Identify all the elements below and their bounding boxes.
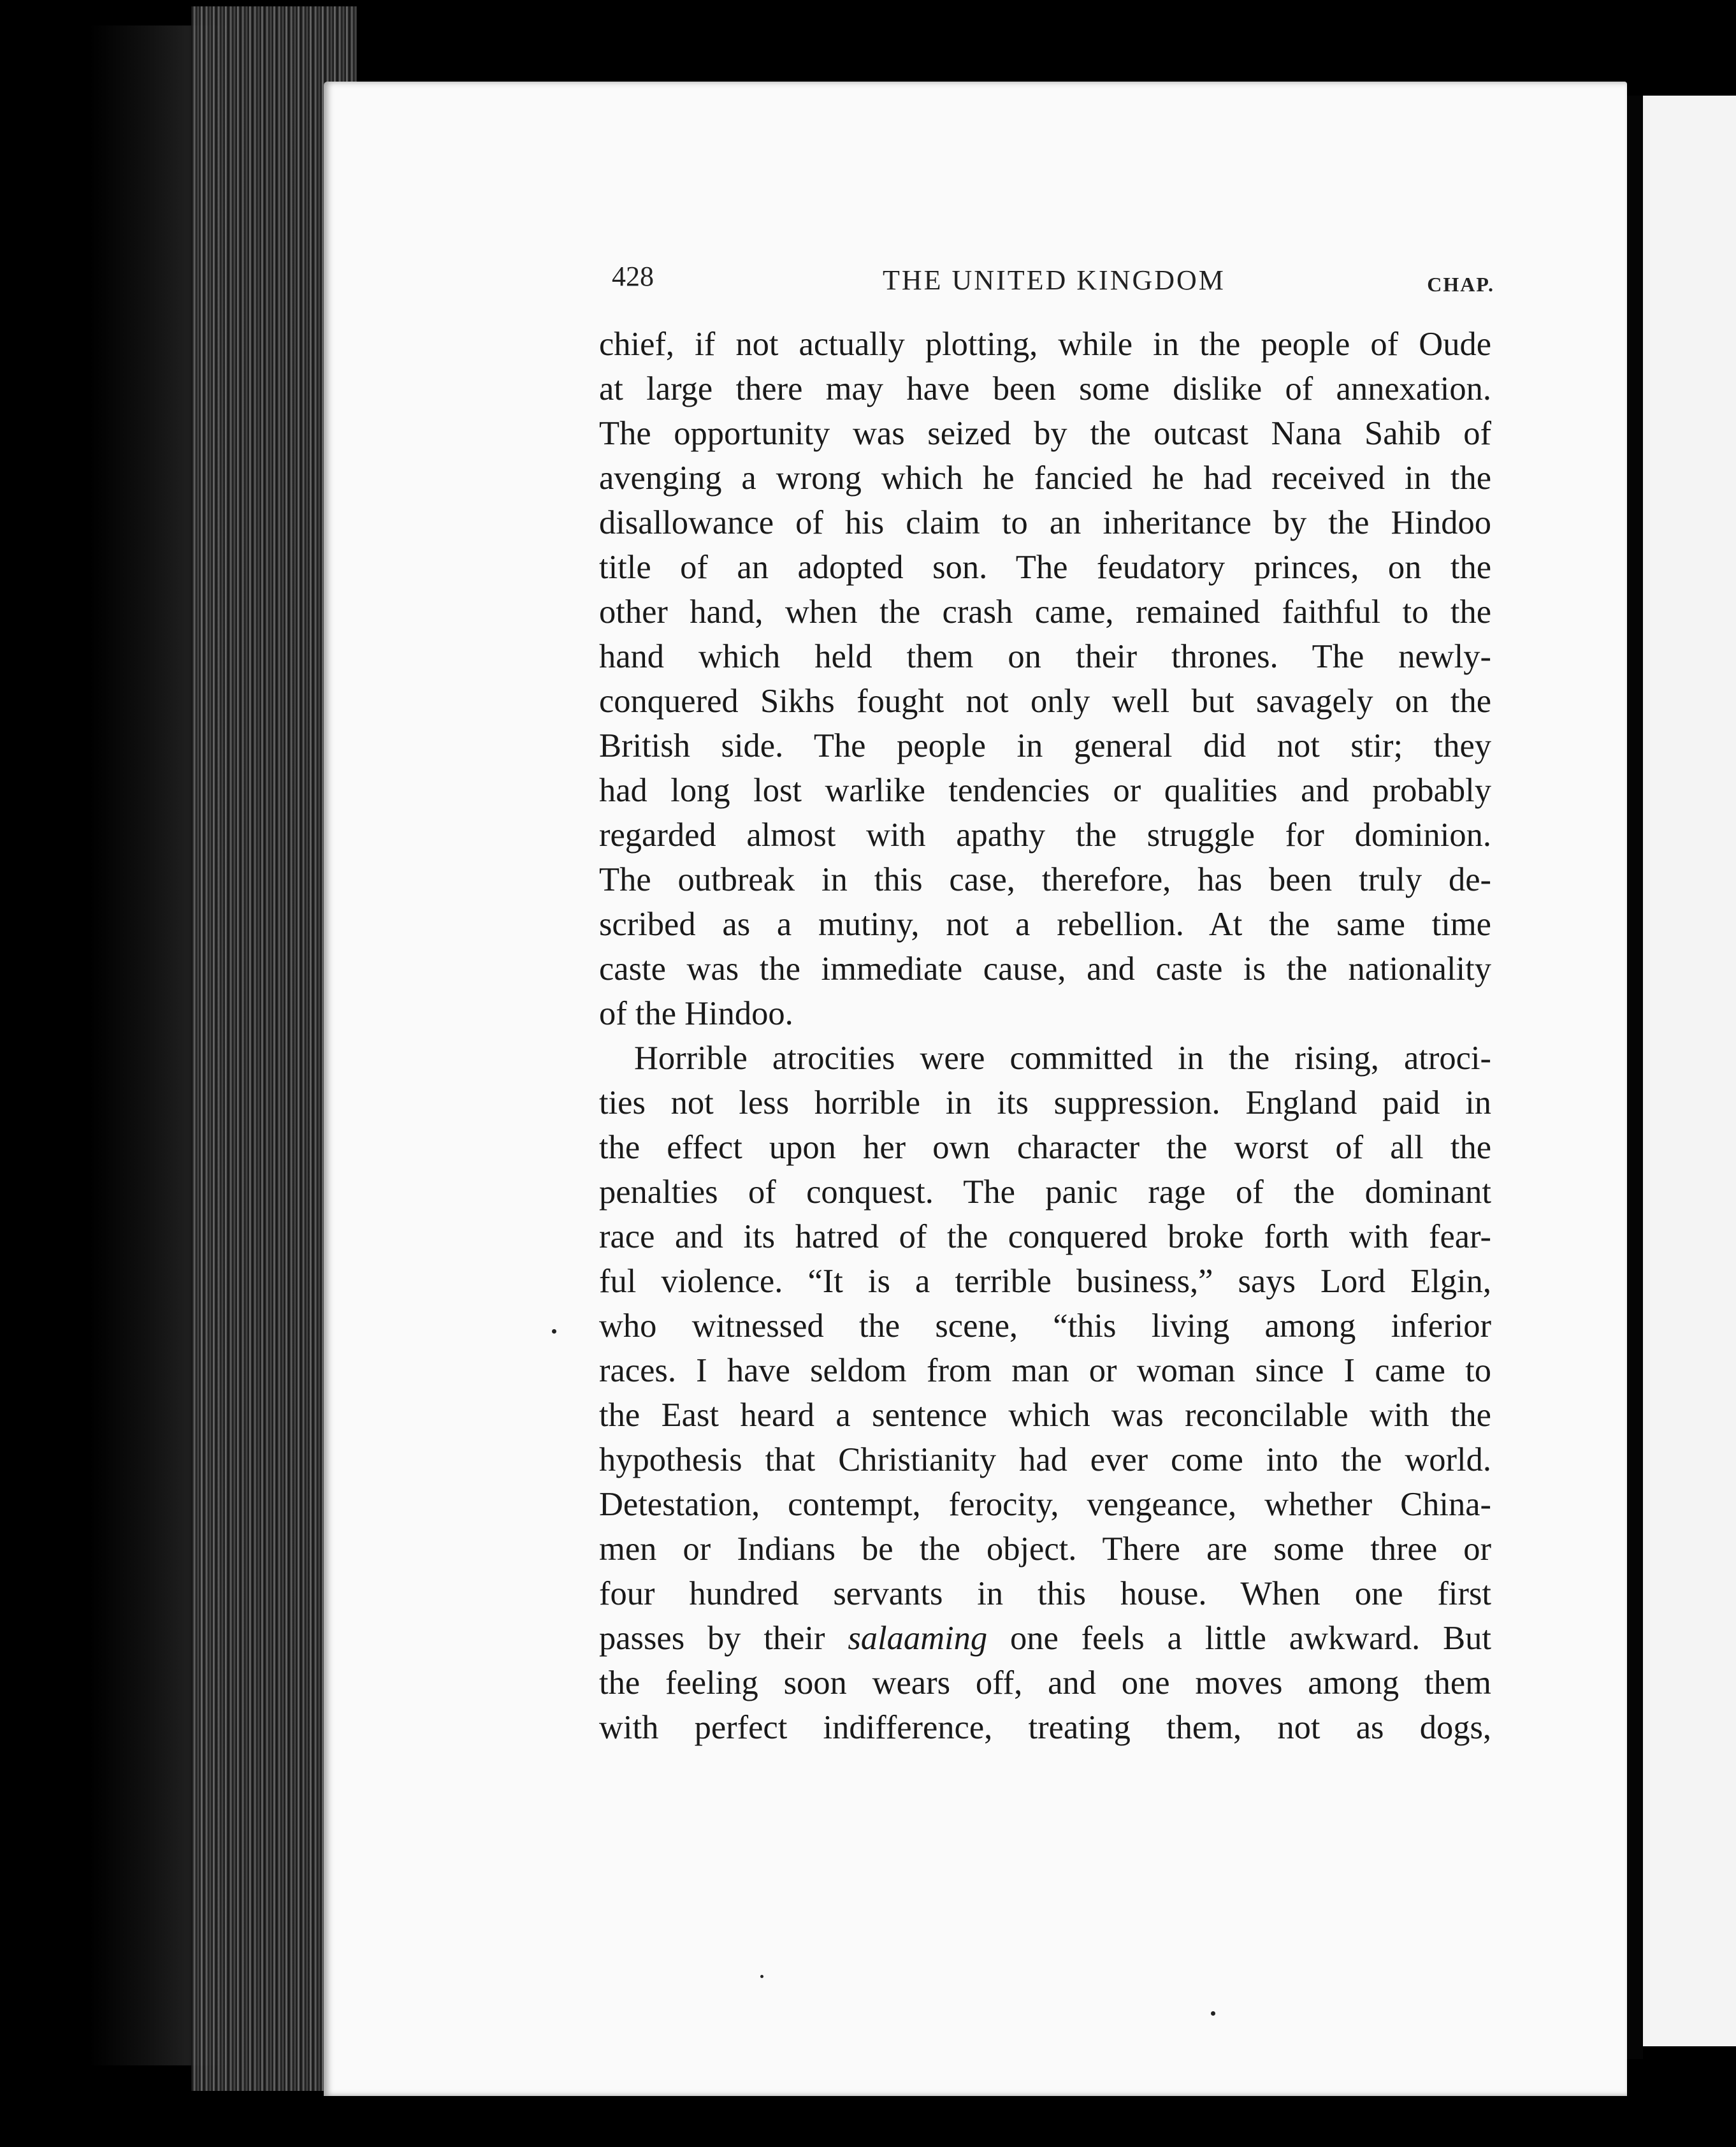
text-line: ties not less horrible in its suppression. England paid in [599,1084,1491,1121]
text-line-with-italic [599,1616,1491,1661]
text-line: The opportunity was seized by the outcast Nana Sahib of [599,415,1491,452]
italic-word: salaaming [848,1620,988,1657]
text-line: men or Indians be the object. There are some three or [599,1531,1491,1568]
chapter-marker: CHAP. [1427,273,1494,296]
text-line: other hand, when the crash came, remained faithful to the [599,593,1491,630]
text-line: race and its hatred of the conquered broke forth with fear- [599,1218,1491,1255]
text-line: caste was the immediate cause, and caste is the nationality [599,950,1491,987]
text-line: avenging a wrong which he fancied he had received in the [599,460,1491,497]
body-text [599,322,1491,1750]
text-line: The outbreak in this case, therefore, has been truly de- [599,861,1491,898]
paragraph-1 [599,322,1491,1036]
text-line: hand which held them on their thrones. The newly- [599,638,1491,675]
paper-speck [760,1975,763,1978]
text-line: regarded almost with apathy the struggle for dominion. [599,817,1491,854]
text-line: had long lost warlike tendencies or qualities and probably [599,772,1491,809]
text-line: scribed as a mutiny, not a rebellion. At the same time [599,906,1491,943]
text-line: races. I have seldom from man or woman since I came to [599,1352,1491,1389]
text-line: penalties of conquest. The panic rage of the dominant [599,1174,1491,1211]
text-line: with perfect indifference, treating them, not as dogs, [599,1709,1491,1746]
facing-page-edge [1643,96,1736,2046]
text-line: hypothesis that Christianity had ever come into the world. [599,1441,1491,1478]
text-line: conquered Sikhs fought not only well but savagely on the [599,683,1491,720]
text-line: who witnessed the scene, “this living among inferior [599,1307,1491,1344]
text-line: the East heard a sentence which was reconcilable with the [599,1397,1491,1434]
text-line: Detestation, contempt, ferocity, vengeance, whether China- [599,1486,1491,1523]
text-run: one feels a little awkward. But [987,1620,1491,1657]
book-gutter [1627,96,1643,2059]
text-run: passes by their [599,1620,848,1657]
running-head: THE UNITED KINGDOM [883,265,1226,296]
text-line: disallowance of his claim to an inheritance by the Hindoo [599,504,1491,541]
text-line: the effect upon her own character the worst of all the [599,1129,1491,1166]
text-line: British side. The people in general did not stir; they [599,727,1491,764]
text-line: of the Hindoo. [599,995,793,1032]
text-line: Horrible atrocities were committed in the rising, atroci- [634,1040,1491,1077]
text-line: ful violence. “It is a terrible business,” says Lord Elgin, [599,1263,1491,1300]
paragraph-2 [599,1036,1491,1750]
page-number: 428 [612,261,654,292]
text-line: title of an adopted son. The feudatory princes, on the [599,549,1491,586]
page-header [612,255,1501,306]
paper-speck [1211,2011,1215,2016]
text-line: at large there may have been some dislike of annexation. [599,370,1491,407]
text-line: the feeling soon wears off, and one moves among them [599,1664,1491,1701]
paper-speck [552,1329,556,1334]
text-line: four hundred servants in this house. When one first [599,1575,1491,1612]
text-line: chief, if not actually plotting, while in the people of Oude [599,326,1491,363]
